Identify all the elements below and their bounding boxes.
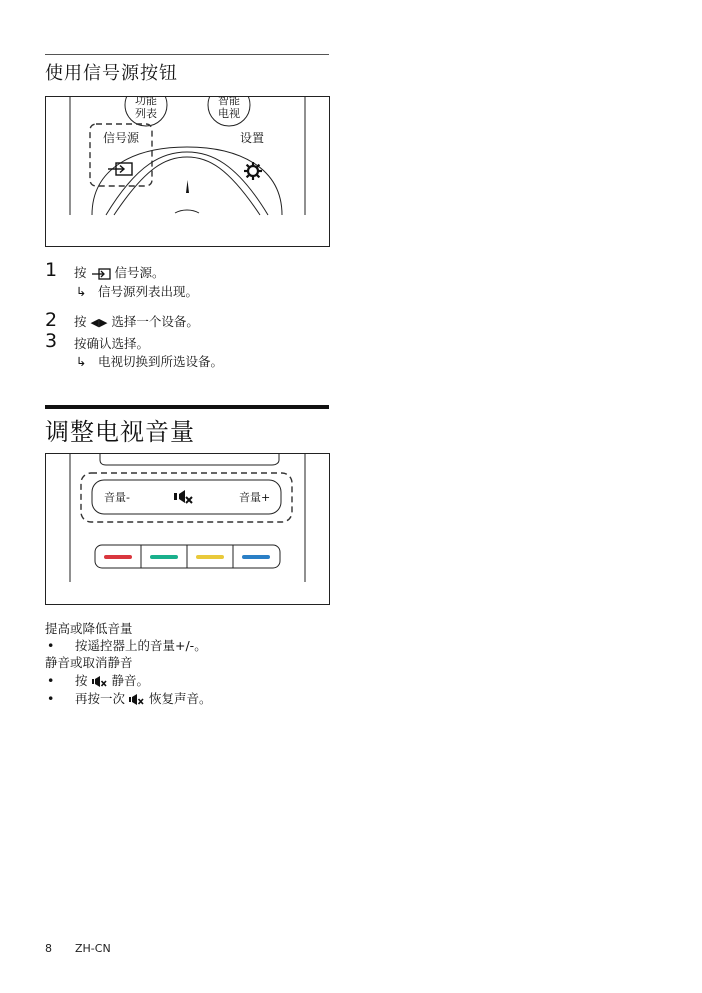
mute-icon (174, 490, 192, 503)
mute-item-2-before: 再按一次 (75, 691, 126, 706)
source-icon (91, 268, 111, 280)
step-1-text (74, 265, 165, 281)
step-3-result-text: 电视切换到所选设备。 (98, 354, 224, 369)
green-key (150, 555, 178, 559)
step-1-text-before: 按 (74, 265, 87, 280)
step-2-text-after: 选择一个设备。 (111, 314, 199, 329)
mute-heading: 静音或取消静音 (45, 655, 133, 670)
volume-down-label: 音量- (104, 491, 130, 504)
mute-icon (92, 676, 108, 687)
mute-item-1-after: 静音。 (111, 673, 149, 688)
step-3-text: 按确认选择。 (74, 336, 150, 351)
left-right-arrow-icon: ◀▶ (90, 316, 108, 329)
mute-item-2 (45, 691, 212, 707)
volume-adjust-text: 按遥控器上的音量+/-。 (75, 638, 207, 653)
mute-item-1-before: 按 (75, 673, 88, 688)
source-label: 信号源 (102, 131, 140, 145)
menu-label-2: 列表 (135, 107, 157, 120)
language-code: ZH-CN (75, 942, 111, 955)
volume-adjust-item (45, 638, 207, 654)
mute-icon (129, 694, 145, 705)
section1-title: 使用信号源按钮 (45, 63, 178, 84)
yellow-key (196, 555, 224, 559)
remote-illustration-volume (46, 454, 329, 604)
page-number: 8 (45, 942, 52, 955)
step-3-result (76, 354, 223, 370)
blue-key (242, 555, 270, 559)
step-1-result (76, 284, 198, 300)
step-2-number: 2 (45, 309, 58, 331)
section2-top-rule (45, 405, 329, 409)
nav-up-indicator (186, 180, 189, 193)
smart-label-2: 电视 (218, 107, 240, 120)
volume-figure (45, 453, 330, 605)
step-1-result-text: 信号源列表出现。 (98, 284, 199, 299)
result-arrow-icon: ↳ (76, 354, 87, 369)
smart-label-1: 智能 (218, 97, 240, 107)
step-1-text-after: 信号源。 (114, 265, 165, 280)
source-icon (108, 163, 132, 175)
bullet: • (47, 673, 55, 688)
menu-label-1: 功能 (135, 97, 157, 107)
mute-item-2-after: 恢复声音。 (148, 691, 212, 706)
step-3-number: 3 (45, 330, 58, 352)
settings-label: 设置 (239, 131, 265, 145)
step-1-number: 1 (45, 259, 58, 281)
section1-top-rule (45, 54, 329, 55)
red-key (104, 555, 132, 559)
volume-adjust-heading: 提高或降低音量 (45, 621, 133, 636)
bullet: • (47, 638, 55, 653)
result-arrow-icon: ↳ (76, 284, 87, 299)
gear-icon (244, 162, 262, 180)
bullet: • (47, 691, 55, 706)
step-2-text (74, 314, 199, 331)
section2-title: 调整电视音量 (45, 418, 195, 446)
source-button-figure (45, 96, 330, 247)
remote-illustration-source (46, 97, 329, 246)
volume-up-label: 音量+ (239, 491, 271, 504)
step-2-text-before: 按 (74, 314, 87, 329)
mute-item-1 (45, 673, 149, 689)
